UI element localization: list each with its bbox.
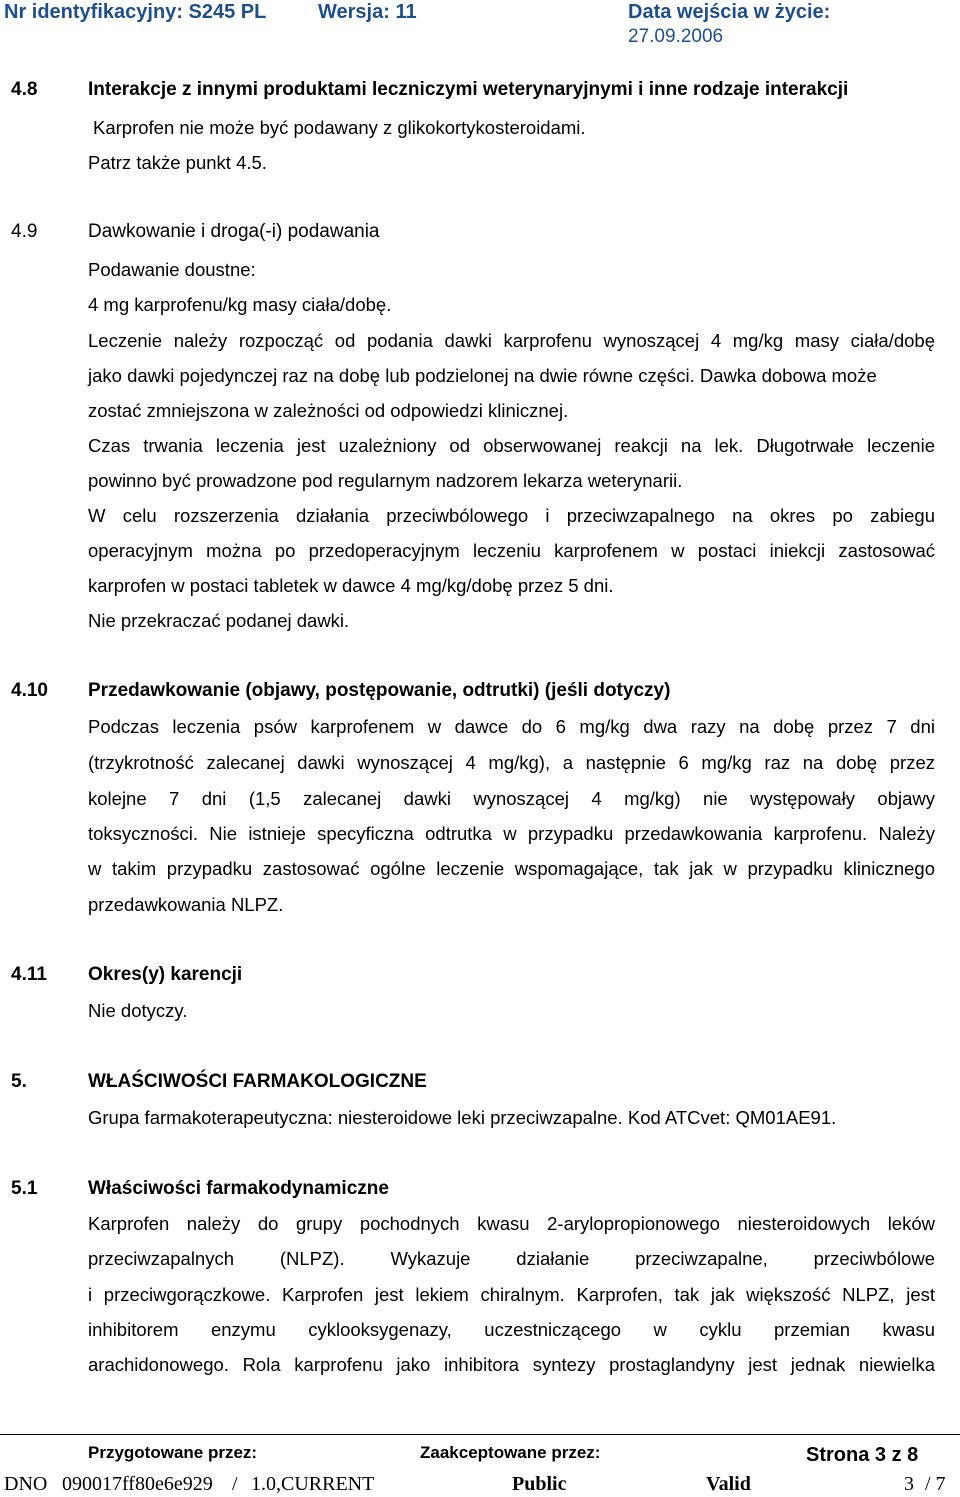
paragraph-line: powinno być prowadzone pod regularnym nadzorem lekarza weterynarii.: [88, 470, 683, 491]
paragraph-line: i przeciwgorączkowe. Karprofen jest lekiem chiralnym. Karprofen, tak jak większość NLPZ, jest: [88, 1284, 935, 1305]
document-id: Nr identyfikacyjny: S245 PL: [4, 1, 267, 23]
paragraph-line: Patrz także punkt 4.5.: [88, 152, 267, 173]
paragraph-line: Nie przekraczać podanej dawki.: [88, 610, 350, 631]
paragraph-line: 4 mg karprofenu/kg masy ciała/dobę.: [88, 294, 392, 315]
section-title-5: WŁAŚCIWOŚCI FARMAKOLOGICZNE: [88, 1071, 427, 1092]
footer-page-total: / 7: [925, 1473, 946, 1495]
paragraph-line: Grupa farmakoterapeutyczna: niesteroidowe leki przeciwzapalne. Kod ATCvet: QM01AE91.: [88, 1107, 837, 1128]
section-number-4-9: 4.9: [11, 221, 38, 242]
paragraph-line: Karprofen należy do grupy pochodnych kwasu 2-arylopropionowego niesteroidowych leków: [88, 1213, 935, 1234]
paragraph-line: Podawanie doustne:: [88, 259, 256, 280]
section-title-4-10: Przedawkowanie (objawy, postępowanie, odtrutki) (jeśli dotyczy): [88, 680, 671, 701]
footer-divider: [0, 1434, 960, 1435]
paragraph-line: zostać zmniejszona w zależności od odpowiedzi klinicznej.: [88, 400, 569, 421]
document-version: Wersja: 11: [318, 1, 417, 23]
paragraph-line: W celu rozszerzenia działania przeciwbólowego i przeciwzapalnego na okres po zabiegu: [88, 505, 935, 526]
footer-page-number: 3: [904, 1473, 914, 1495]
effective-date-label: Data wejścia w życie:: [628, 1, 831, 23]
paragraph-line: Karprofen nie może być podawany z glikokortykosteroidami.: [93, 117, 586, 138]
paragraph-line: toksyczności. Nie istnieje specyficzna odtrutka w przypadku przedawkowania karprofenu. Należy: [88, 823, 935, 844]
paragraph-line: arachidonowego. Rola karprofenu jako inhibitora syntezy prostaglandyny jest jednak niewielka: [88, 1354, 935, 1375]
paragraph-line: karprofen w postaci tabletek w dawce 4 mg/kg/dobę przez 5 dni.: [88, 575, 614, 596]
section-title-4-9: Dawkowanie i droga(-i) podawania: [88, 221, 380, 242]
paragraph-line: (trzykrotność zalecanej dawki wynoszącej 4 mg/kg), a następnie 6 mg/kg raz na dobę przez: [88, 752, 935, 773]
prepared-by-label: Przygotowane przez:: [88, 1443, 258, 1462]
section-number-4-8: 4.8: [11, 79, 38, 100]
section-number-5: 5.: [11, 1071, 27, 1092]
paragraph-line: Podczas leczenia psów karprofenem w dawce do 6 mg/kg dwa razy na dobę przez 7 dni: [88, 716, 935, 737]
paragraph-line: Nie dotyczy.: [88, 1000, 188, 1021]
paragraph-line: operacyjnym można po przedoperacyjnym leczeniu karprofenem w postaci iniekcji zastosować: [88, 540, 935, 561]
visibility-status: Public: [512, 1473, 567, 1495]
validity-status: Valid: [706, 1473, 751, 1495]
page-indicator: Strona 3 z 8: [806, 1444, 919, 1466]
paragraph-line: Czas trwania leczenia jest uzależniony od obserwowanej reakcji na lek. Długotrwałe leczenie: [88, 435, 935, 456]
paragraph-line: przedawkowania NLPZ.: [88, 894, 284, 915]
dno-label: DNO: [4, 1473, 48, 1495]
paragraph-line: w takim przypadku zastosować ogólne leczenie wspomagające, tak jak w przypadku klinicznego: [88, 858, 935, 879]
section-number-4-10: 4.10: [11, 680, 48, 701]
paragraph-line: kolejne 7 dni (1,5 zalecanej dawki wynoszącej 4 mg/kg) nie występowały objawy: [88, 788, 935, 809]
document-object-id: 090017ff80e6e929: [62, 1473, 213, 1495]
paragraph-line: jako dawki pojedynczej raz na dobę lub podzielonej na dwie równe części. Dawka dobowa może: [88, 365, 877, 386]
paragraph-line: Leczenie należy rozpocząć od podania dawki karprofenu wynoszącej 4 mg/kg masy ciała/dobę: [88, 330, 935, 351]
separator: /: [232, 1473, 238, 1495]
section-title-4-8: Interakcje z innymi produktami leczniczymi weterynaryjnymi i inne rodzaje interakcji: [88, 79, 849, 100]
section-title-4-11: Okres(y) karencji: [88, 964, 243, 985]
paragraph-line: przeciwzapalnych (NLPZ). Wykazuje działanie przeciwzapalne, przeciwbólowe: [88, 1248, 935, 1269]
section-number-5-1: 5.1: [11, 1178, 38, 1199]
section-title-5-1: Właściwości farmakodynamiczne: [88, 1178, 389, 1199]
section-number-4-11: 4.11: [11, 964, 47, 985]
document-version-state: 1.0,CURRENT: [251, 1473, 375, 1495]
approved-by-label: Zaakceptowane przez:: [420, 1443, 601, 1462]
effective-date: 27.09.2006: [628, 26, 724, 47]
paragraph-line: inhibitorem enzymu cyklooksygenazy, uczestniczącego w cyklu przemian kwasu: [88, 1319, 935, 1340]
